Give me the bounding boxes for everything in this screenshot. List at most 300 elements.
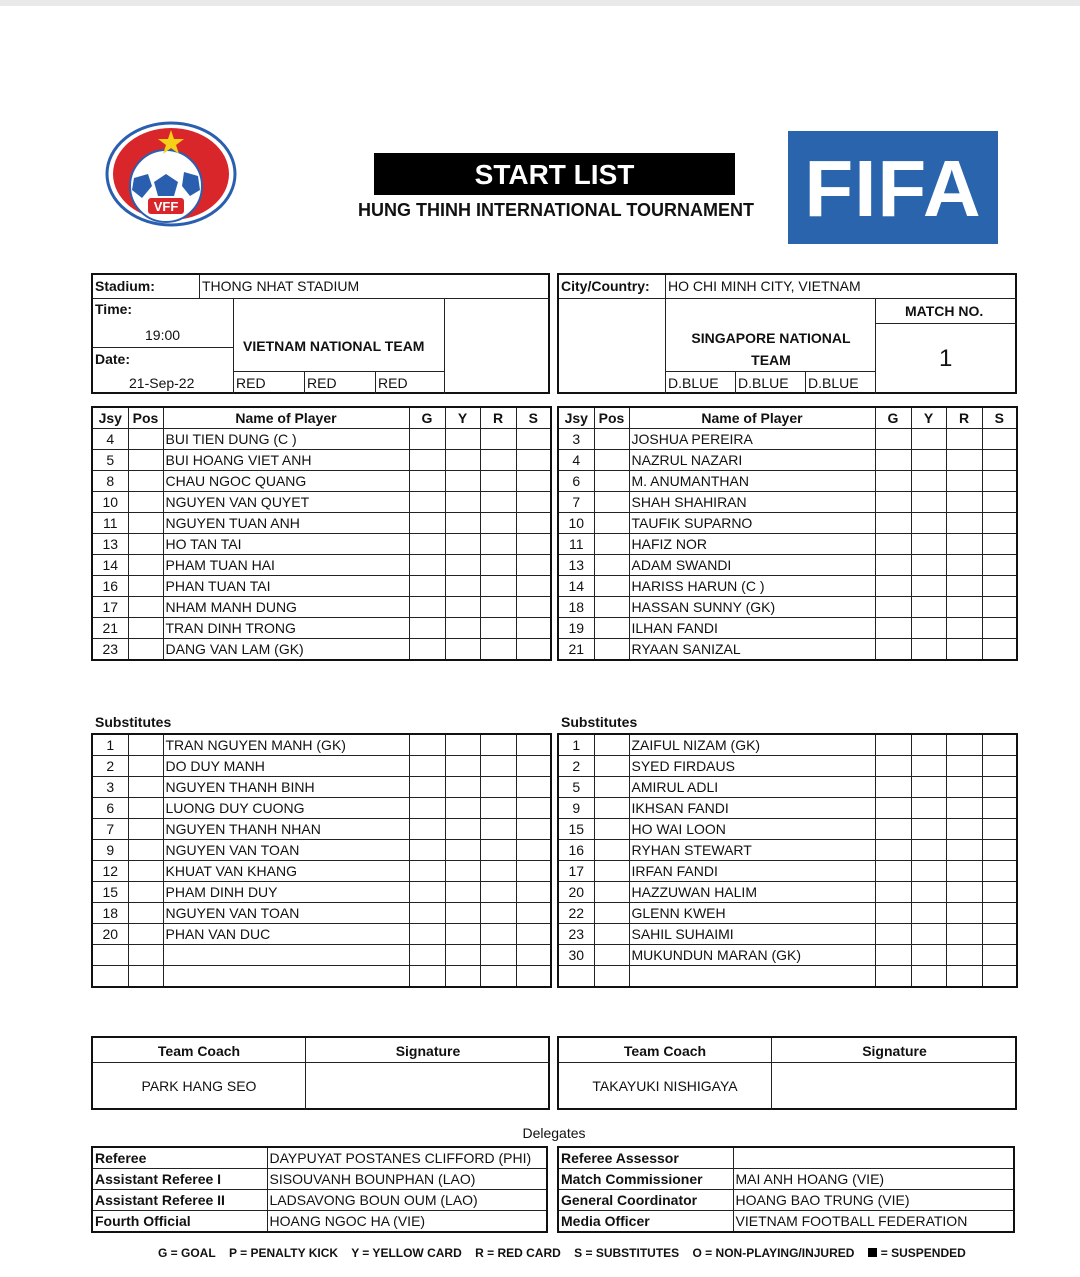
home-starters-table: [91, 406, 552, 661]
g-cell: [409, 861, 445, 882]
col-header-pos: Pos: [128, 407, 163, 429]
pos-cell: [594, 882, 629, 903]
delegate-role: Media Officer: [558, 1211, 733, 1233]
jersey-number: 14: [558, 576, 594, 597]
jersey-number: 10: [558, 513, 594, 534]
y-cell: [911, 966, 946, 988]
jersey-number: 5: [558, 777, 594, 798]
s-cell: [516, 513, 551, 534]
r-cell: [480, 492, 516, 513]
tournament-name: HUNG THINH INTERNATIONAL TOURNAMENT: [358, 200, 754, 220]
delegate-name: HOANG BAO TRUNG (VIE): [733, 1190, 1014, 1211]
r-cell: [480, 513, 516, 534]
away-player-row: [558, 639, 1017, 661]
pos-cell: [128, 734, 163, 756]
g-cell: [409, 576, 445, 597]
jersey-number: 21: [558, 639, 594, 661]
away-subs-label: Substitutes: [561, 714, 638, 730]
col-header-r: R: [480, 407, 516, 429]
r-cell: [480, 945, 516, 966]
g-cell: [875, 513, 911, 534]
home-signature-label: Signature: [395, 1043, 461, 1059]
legend: [158, 1246, 966, 1260]
y-cell: [911, 861, 946, 882]
g-cell: [875, 840, 911, 861]
home-player-row: [92, 861, 551, 882]
pos-cell: [128, 819, 163, 840]
r-cell: [946, 576, 982, 597]
away-player-row: [558, 734, 1017, 756]
y-cell: [911, 639, 946, 661]
delegate-name: DAYPUYAT POSTANES CLIFFORD (PHI): [267, 1147, 547, 1169]
r-cell: [946, 924, 982, 945]
s-cell: [516, 471, 551, 492]
y-cell: [445, 861, 480, 882]
jersey-number: 4: [92, 429, 128, 450]
player-name: DANG VAN LAM (GK): [163, 639, 409, 661]
away-player-row: [558, 882, 1017, 903]
delegate-name: VIETNAM FOOTBALL FEDERATION: [733, 1211, 1014, 1233]
g-cell: [409, 429, 445, 450]
pos-cell: [128, 429, 163, 450]
y-cell: [445, 492, 480, 513]
away-info-box: [557, 273, 1017, 394]
y-cell: [445, 756, 480, 777]
player-name: HARISS HARUN (C ): [629, 576, 875, 597]
jersey-number: [92, 966, 128, 988]
s-cell: [982, 798, 1017, 819]
delegate-row: [558, 1169, 1014, 1190]
delegate-name: SISOUVANH BOUNPHAN (LAO): [267, 1169, 547, 1190]
g-cell: [875, 429, 911, 450]
pos-cell: [128, 966, 163, 988]
pos-cell: [594, 513, 629, 534]
r-cell: [946, 777, 982, 798]
g-cell: [409, 555, 445, 576]
player-name: BUI HOANG VIET ANH: [163, 450, 409, 471]
g-cell: [409, 840, 445, 861]
player-name: KHUAT VAN KHANG: [163, 861, 409, 882]
jersey-number: 2: [92, 756, 128, 777]
r-cell: [946, 756, 982, 777]
jersey-number: 14: [92, 555, 128, 576]
col-header-g: G: [409, 407, 445, 429]
g-cell: [409, 471, 445, 492]
home-player-row: [92, 639, 551, 661]
r-cell: [946, 534, 982, 555]
g-cell: [409, 966, 445, 988]
s-cell: [982, 840, 1017, 861]
g-cell: [875, 534, 911, 555]
col-header-name: Name of Player: [629, 407, 875, 429]
r-cell: [946, 819, 982, 840]
s-cell: [516, 429, 551, 450]
stadium-label: Stadium:: [95, 278, 155, 294]
jersey-number: 16: [92, 576, 128, 597]
away-coach-box: [557, 1036, 1017, 1110]
col-header-jsy: Jsy: [558, 407, 594, 429]
y-cell: [445, 966, 480, 988]
g-cell: [875, 777, 911, 798]
g-cell: [409, 513, 445, 534]
s-cell: [982, 639, 1017, 661]
player-name: HASSAN SUNNY (GK): [629, 597, 875, 618]
y-cell: [911, 492, 946, 513]
home-player-row: [92, 534, 551, 555]
player-name: TRAN DINH TRONG: [163, 618, 409, 639]
s-cell: [516, 882, 551, 903]
delegate-name: LADSAVONG BOUN OUM (LAO): [267, 1190, 547, 1211]
player-name: ZAIFUL NIZAM (GK): [629, 734, 875, 756]
pos-cell: [594, 777, 629, 798]
y-cell: [911, 777, 946, 798]
jersey-number: 11: [92, 513, 128, 534]
y-cell: [911, 798, 946, 819]
away-player-row: [558, 429, 1017, 450]
g-cell: [875, 924, 911, 945]
away-player-row: [558, 597, 1017, 618]
delegates-left-table: [91, 1146, 548, 1233]
pos-cell: [128, 471, 163, 492]
player-name: SHAH SHAHIRAN: [629, 492, 875, 513]
pos-cell: [128, 777, 163, 798]
y-cell: [911, 513, 946, 534]
delegate-name: HOANG NGOC HA (VIE): [267, 1211, 547, 1233]
player-name: BUI TIEN DUNG (C ): [163, 429, 409, 450]
away-subs-table: [557, 733, 1018, 988]
r-cell: [946, 840, 982, 861]
jersey-number: 23: [92, 639, 128, 661]
player-name: PHAM DINH DUY: [163, 882, 409, 903]
pos-cell: [128, 639, 163, 661]
away-player-row: [558, 924, 1017, 945]
home-subs-label: Substitutes: [95, 714, 172, 730]
player-name: JOSHUA PEREIRA: [629, 429, 875, 450]
y-cell: [911, 471, 946, 492]
r-cell: [480, 882, 516, 903]
legend-injured: O = NON-PLAYING/INJURED: [692, 1246, 855, 1260]
jersey-number: 9: [558, 798, 594, 819]
pos-cell: [128, 861, 163, 882]
pos-cell: [128, 618, 163, 639]
home-player-row: [92, 777, 551, 798]
delegate-role: Assistant Referee I: [92, 1169, 267, 1190]
r-cell: [946, 882, 982, 903]
time-value: 19:00: [145, 327, 181, 343]
legend-penalty: P = PENALTY KICK: [229, 1246, 339, 1260]
s-cell: [982, 819, 1017, 840]
s-cell: [982, 576, 1017, 597]
r-cell: [480, 618, 516, 639]
delegate-row: [92, 1211, 547, 1233]
home-player-row: [92, 492, 551, 513]
y-cell: [911, 945, 946, 966]
player-name: SAHIL SUHAIMI: [629, 924, 875, 945]
home-info-box: [91, 273, 550, 394]
away-player-row: [558, 861, 1017, 882]
g-cell: [875, 450, 911, 471]
date-label: Date:: [95, 351, 131, 367]
s-cell: [516, 597, 551, 618]
s-cell: [982, 618, 1017, 639]
player-name: HAZZUWAN HALIM: [629, 882, 875, 903]
away-player-row: [558, 576, 1017, 597]
g-cell: [409, 882, 445, 903]
jersey-number: 11: [558, 534, 594, 555]
r-cell: [946, 618, 982, 639]
pos-cell: [594, 618, 629, 639]
col-header-g: G: [875, 407, 911, 429]
r-cell: [946, 471, 982, 492]
r-cell: [946, 861, 982, 882]
r-cell: [480, 903, 516, 924]
away-player-row: [558, 819, 1017, 840]
city-value: HO CHI MINH CITY, VIETNAM: [668, 278, 861, 294]
y-cell: [911, 618, 946, 639]
r-cell: [480, 840, 516, 861]
home-player-row: [92, 597, 551, 618]
home-coach-label: Team Coach: [157, 1043, 241, 1059]
away-coach-label: Team Coach: [623, 1043, 707, 1059]
away-signature-label: Signature: [862, 1043, 927, 1059]
y-cell: [445, 639, 480, 661]
r-cell: [946, 555, 982, 576]
jersey-number: 22: [558, 903, 594, 924]
y-cell: [911, 756, 946, 777]
pos-cell: [594, 576, 629, 597]
home-player-row: [92, 513, 551, 534]
g-cell: [875, 819, 911, 840]
delegate-row: [558, 1147, 1014, 1169]
player-name: CHAU NGOC QUANG: [163, 471, 409, 492]
away-player-row: [558, 840, 1017, 861]
pos-cell: [128, 576, 163, 597]
y-cell: [445, 534, 480, 555]
home-player-row: [92, 945, 551, 966]
delegate-row: [92, 1169, 547, 1190]
away-player-row: [558, 513, 1017, 534]
r-cell: [946, 903, 982, 924]
g-cell: [875, 882, 911, 903]
jersey-number: 4: [558, 450, 594, 471]
s-cell: [516, 576, 551, 597]
r-cell: [480, 777, 516, 798]
g-cell: [409, 924, 445, 945]
time-label: Time:: [95, 301, 133, 317]
pos-cell: [128, 513, 163, 534]
s-cell: [516, 777, 551, 798]
r-cell: [946, 597, 982, 618]
s-cell: [982, 471, 1017, 492]
jersey-number: 1: [92, 734, 128, 756]
home-coach-name: PARK HANG SEO: [141, 1078, 257, 1094]
player-name: NGUYEN VAN TOAN: [163, 903, 409, 924]
city-label: City/Country:: [561, 278, 650, 294]
delegate-role: Referee: [92, 1147, 267, 1169]
jersey-number: 3: [558, 429, 594, 450]
jersey-number: 6: [558, 471, 594, 492]
jersey-number: [92, 945, 128, 966]
player-name: NGUYEN THANH BINH: [163, 777, 409, 798]
pos-cell: [594, 471, 629, 492]
player-name: AMIRUL ADLI: [629, 777, 875, 798]
y-cell: [445, 903, 480, 924]
home-player-row: [92, 903, 551, 924]
delegate-name: MAI ANH HOANG (VIE): [733, 1169, 1014, 1190]
s-cell: [516, 903, 551, 924]
r-cell: [946, 429, 982, 450]
jersey-number: 12: [92, 861, 128, 882]
s-cell: [516, 945, 551, 966]
s-cell: [982, 882, 1017, 903]
s-cell: [982, 429, 1017, 450]
col-header-name: Name of Player: [163, 407, 409, 429]
jersey-number: 20: [558, 882, 594, 903]
r-cell: [480, 798, 516, 819]
y-cell: [911, 555, 946, 576]
s-cell: [516, 924, 551, 945]
player-name: TRAN NGUYEN MANH (GK): [163, 734, 409, 756]
y-cell: [445, 819, 480, 840]
jersey-number: 7: [92, 819, 128, 840]
vff-logo: [104, 120, 238, 228]
jersey-number: 7: [558, 492, 594, 513]
y-cell: [445, 777, 480, 798]
player-name: SYED FIRDAUS: [629, 756, 875, 777]
s-cell: [516, 819, 551, 840]
g-cell: [409, 798, 445, 819]
s-cell: [982, 903, 1017, 924]
y-cell: [445, 840, 480, 861]
pos-cell: [594, 966, 629, 988]
pos-cell: [594, 639, 629, 661]
r-cell: [480, 924, 516, 945]
delegate-row: [558, 1190, 1014, 1211]
player-name: RYHAN STEWART: [629, 840, 875, 861]
jersey-number: 17: [92, 597, 128, 618]
delegate-role: Referee Assessor: [558, 1147, 733, 1169]
pos-cell: [594, 450, 629, 471]
s-cell: [982, 966, 1017, 988]
s-cell: [982, 945, 1017, 966]
col-header-r: R: [946, 407, 982, 429]
home-player-row: [92, 734, 551, 756]
home-team-name: VIETNAM NATIONAL TEAM: [243, 338, 425, 354]
pos-cell: [594, 924, 629, 945]
delegate-name: [733, 1147, 1014, 1169]
away-team-name: SINGAPORE NATIONAL TEAM: [691, 330, 851, 368]
away-player-row: [558, 450, 1017, 471]
y-cell: [445, 555, 480, 576]
jersey-number: 21: [92, 618, 128, 639]
delegate-role: Match Commissioner: [558, 1169, 733, 1190]
pos-cell: [594, 734, 629, 756]
y-cell: [911, 840, 946, 861]
g-cell: [409, 450, 445, 471]
g-cell: [875, 576, 911, 597]
player-name: HAFIZ NOR: [629, 534, 875, 555]
s-cell: [516, 639, 551, 661]
away-player-row: [558, 618, 1017, 639]
pos-cell: [594, 861, 629, 882]
r-cell: [946, 639, 982, 661]
r-cell: [946, 450, 982, 471]
r-cell: [480, 450, 516, 471]
col-header-pos: Pos: [594, 407, 629, 429]
g-cell: [875, 618, 911, 639]
g-cell: [409, 534, 445, 555]
y-cell: [911, 534, 946, 555]
home-player-row: [92, 450, 551, 471]
g-cell: [409, 756, 445, 777]
top-border: [0, 0, 1080, 6]
stadium-value: THONG NHAT STADIUM: [202, 278, 360, 294]
player-name: MUKUNDUN MARAN (GK): [629, 945, 875, 966]
player-name: ILHAN FANDI: [629, 618, 875, 639]
r-cell: [480, 734, 516, 756]
player-name: NGUYEN VAN TOAN: [163, 840, 409, 861]
away-player-row: [558, 777, 1017, 798]
pos-cell: [594, 534, 629, 555]
s-cell: [982, 492, 1017, 513]
r-cell: [480, 576, 516, 597]
legend-red: R = RED CARD: [475, 1246, 561, 1260]
r-cell: [946, 492, 982, 513]
jersey-number: 23: [558, 924, 594, 945]
g-cell: [875, 471, 911, 492]
fifa-logo: FIFA: [788, 131, 998, 244]
y-cell: [911, 450, 946, 471]
home-coach-box: [91, 1036, 550, 1110]
away-kit-2: D.BLUE: [738, 375, 789, 391]
away-player-row: [558, 534, 1017, 555]
y-cell: [911, 903, 946, 924]
pos-cell: [594, 555, 629, 576]
away-player-row: [558, 798, 1017, 819]
r-cell: [480, 429, 516, 450]
delegates-right-table: [557, 1146, 1015, 1233]
away-coach-name: TAKAYUKI NISHIGAYA: [592, 1078, 738, 1094]
pos-cell: [128, 903, 163, 924]
g-cell: [875, 798, 911, 819]
pos-cell: [128, 798, 163, 819]
col-header-jsy: Jsy: [92, 407, 128, 429]
g-cell: [875, 966, 911, 988]
jersey-number: 16: [558, 840, 594, 861]
r-cell: [946, 513, 982, 534]
home-player-row: [92, 798, 551, 819]
pos-cell: [128, 945, 163, 966]
g-cell: [409, 734, 445, 756]
y-cell: [445, 429, 480, 450]
jersey-number: 3: [92, 777, 128, 798]
away-starters-table: [557, 406, 1018, 661]
away-player-row: [558, 756, 1017, 777]
jersey-number: 6: [92, 798, 128, 819]
away-player-row: [558, 555, 1017, 576]
legend-yellow: Y = YELLOW CARD: [351, 1246, 462, 1260]
suspended-square-icon: [868, 1248, 877, 1257]
r-cell: [946, 966, 982, 988]
player-name: DO DUY MANH: [163, 756, 409, 777]
s-cell: [982, 555, 1017, 576]
r-cell: [480, 861, 516, 882]
jersey-number: 13: [558, 555, 594, 576]
g-cell: [875, 903, 911, 924]
g-cell: [875, 861, 911, 882]
g-cell: [875, 597, 911, 618]
y-cell: [445, 597, 480, 618]
